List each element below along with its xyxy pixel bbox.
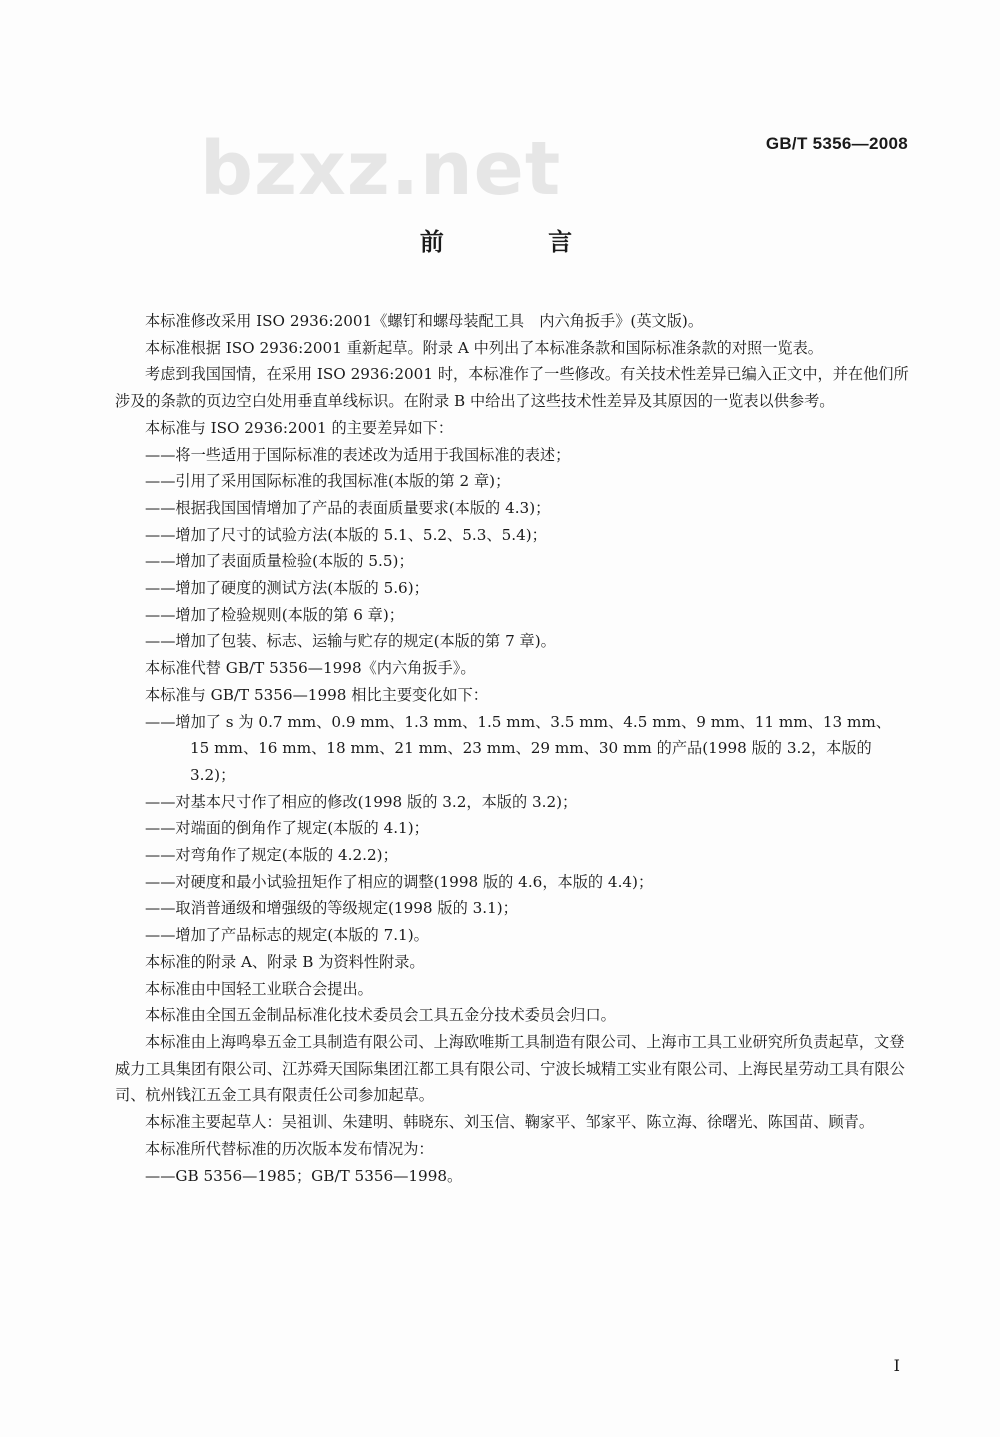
foreword-body xyxy=(115,308,910,1189)
list-item: ——对端面的倒角作了规定(本版的 4.1)； xyxy=(145,819,429,838)
page-title: 前 言 xyxy=(419,228,621,256)
paragraph: 本标准与 GB/T 5356—1998 相比主要变化如下： xyxy=(145,685,488,704)
list-item: ——对弯角作了规定(本版的 4.2.2)； xyxy=(145,846,398,865)
list-item: ——根据我国国情增加了产品的表面质量要求(本版的 4.3)； xyxy=(145,498,551,517)
list-item: ——GB 5356—1985；GB/T 5356—1998。 xyxy=(145,1166,463,1185)
list-item: ——增加了检验规则(本版的第 6 章)； xyxy=(145,605,404,624)
paragraph: 本标准与 ISO 2936:2001 的主要差异如下： xyxy=(145,418,454,437)
list-item: ——增加了包装、标志、运输与贮存的规定(本版的第 7 章)。 xyxy=(145,632,556,651)
paragraph: 本标准修改采用 ISO 2936:2001《螺钉和螺母装配工具 内六角扳手》(英文版)。 xyxy=(145,312,704,330)
list-item: ——增加了表面质量检验(本版的 5.5)； xyxy=(145,552,414,571)
list-item: ——对基本尺寸作了相应的修改(1998 版的 3.2，本版的 3.2)； xyxy=(145,792,578,811)
paragraph: 本标准的附录 A、附录 B 为资料性附录。 xyxy=(145,952,425,971)
paragraph: 本标准主要起草人：吴祖训、朱建明、韩晓东、刘玉信、鞠家平、邹家平、陈立海、徐曙光、陈国苗、顾青。 xyxy=(145,1113,874,1132)
paragraph: 本标准由全国五金制品标准化技术委员会工具五金分技术委员会归口。 xyxy=(145,1006,616,1025)
list-item: ——增加了硬度的测试方法(本版的 5.6)； xyxy=(145,579,429,598)
paragraph: 本标准根据 ISO 2936:2001 重新起草。附录 A 中列出了本标准条款和国际标准条款的对照一览表。 xyxy=(145,338,823,357)
list-item: ——增加了尺寸的试验方法(本版的 5.1、5.2、5.3、5.4)； xyxy=(145,525,547,544)
list-item: ——取消普通级和增强级的等级规定(1998 版的 3.1)； xyxy=(145,899,518,918)
paragraph: 本标准所代替标准的历次版本发布情况为： xyxy=(145,1139,434,1158)
list-item: ——增加了产品标志的规定(本版的 7.1)。 xyxy=(145,926,429,945)
page-number: I xyxy=(893,1356,900,1375)
list-item: ——将一些适用于国际标准的表述改为适用于我国标准的表述； xyxy=(145,445,571,464)
list-item: ——增加了 s 为 0.7 mm、0.9 mm、1.3 mm、1.5 mm、3.5 mm、4.5 mm、9 mm、11 mm、13 mm、15 mm、16 mm、18 mm、21 mm、23 mm、29 mm、30 mm 的产品(1998 版的 3.2，本版的 3.2)； xyxy=(145,712,891,784)
paragraph: 本标准由中国轻工业联合会提出。 xyxy=(145,979,373,998)
standard-code: GB/T 5356—2008 xyxy=(765,134,908,153)
watermark: bzxz.net xyxy=(200,126,562,212)
paragraph: 考虑到我国国情，在采用 ISO 2936:2001 时，本标准作了一些修改。有关技术性差异已编入正文中，并在他们所涉及的条款的页边空白处用垂直单线标识。在附录 B 中给出了这些技术性差异及其原因的一览表以供参考。 xyxy=(115,365,909,411)
paragraph: 本标准由上海鸣皋五金工具制造有限公司、上海欧唯斯工具制造有限公司、上海市工具工业研究所负责起草，文登威力工具集团有限公司、江苏舜天国际集团江都工具有限公司、宁波长城精工实业有限公司、上海民星劳动工具有限公司、杭州钱江五金工具有限责任公司参加起草。 xyxy=(115,1032,905,1105)
paragraph: 本标准代替 GB/T 5356—1998《内六角扳手》。 xyxy=(145,659,476,678)
list-item: ——引用了采用国际标准的我国标准(本版的第 2 章)； xyxy=(145,472,511,491)
list-item: ——对硬度和最小试验扭矩作了相应的调整(1998 版的 4.6，本版的 4.4)； xyxy=(145,872,654,891)
